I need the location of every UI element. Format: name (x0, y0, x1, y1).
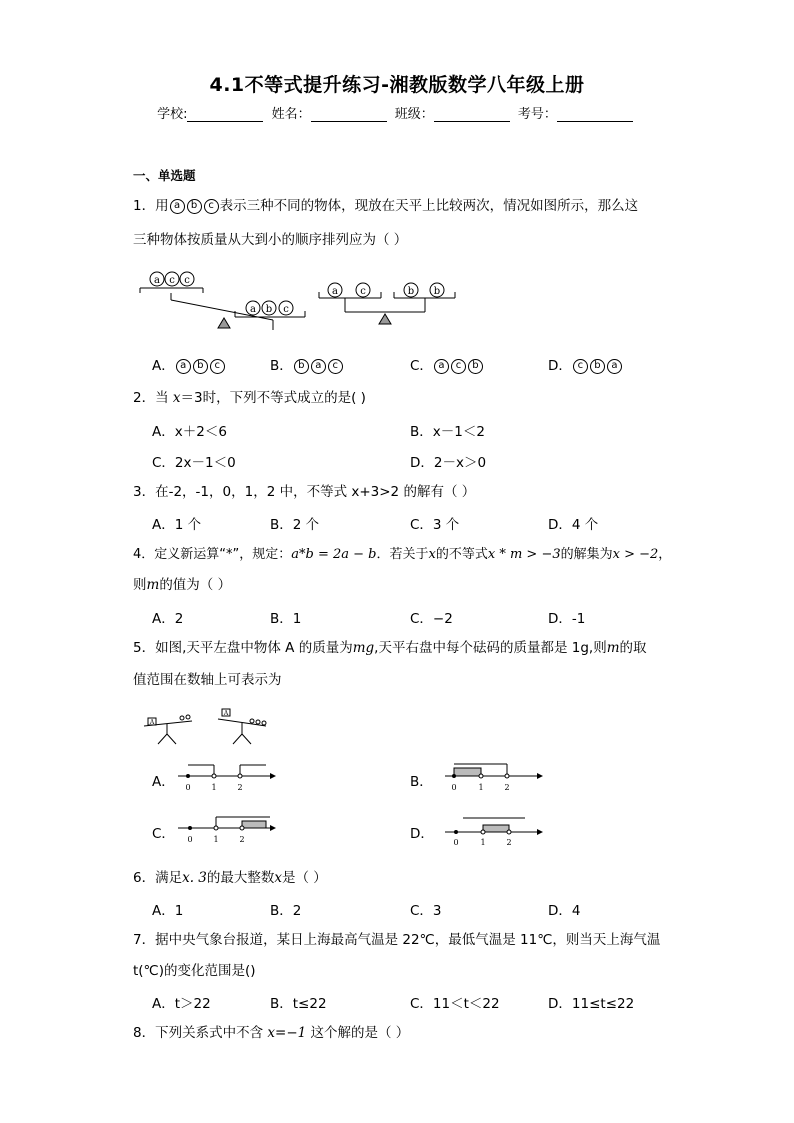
circle-icon: b (590, 359, 605, 374)
svg-text:c: c (184, 275, 190, 286)
q5-option-c-label[interactable]: C． (152, 826, 175, 842)
circle-icon: b (193, 359, 208, 374)
q4-option-b[interactable]: B．1 (270, 611, 302, 627)
q4-line1: 4．定义新运算“*”，规定：a*b = 2a − b．若关于x的不等式x * m > −3的解集为x > −2， (133, 547, 672, 562)
svg-text:A: A (149, 719, 155, 726)
circle-icon: c (328, 359, 343, 374)
q3-text: 3．在-2，-1，0，1，2 中，不等式 x+3>2 的解有（ ） (133, 484, 476, 500)
balance-level-icon (319, 283, 455, 324)
q6-option-d[interactable]: D．4 (548, 903, 581, 919)
q8-text: 8．下列关系式中不含 x=−1 这个解的是（ ） (133, 1025, 410, 1041)
q2-option-d[interactable]: D．2－x＞0 (410, 455, 487, 471)
q2-option-b[interactable]: B．x－1＜2 (410, 424, 485, 440)
q5-option-b-numberline[interactable] (445, 760, 545, 794)
q6-option-a[interactable]: A．1 (152, 903, 184, 919)
svg-text:c: c (169, 275, 175, 286)
q7-option-c[interactable]: C．11＜t＜22 (410, 996, 500, 1012)
balance-scale-icon (144, 715, 192, 744)
circle-icon: c (210, 359, 225, 374)
svg-text:1: 1 (478, 783, 484, 792)
q3-option-a[interactable]: A．1 个 (152, 517, 202, 533)
q5-option-a-label[interactable]: A． (152, 774, 175, 790)
page-title: 4.1不等式提升练习-湘教版数学八年级上册 (209, 74, 585, 96)
q6-option-b[interactable]: B．2 (270, 903, 302, 919)
svg-text:c: c (283, 304, 289, 315)
svg-text:b: b (407, 286, 415, 297)
svg-text:0: 0 (185, 783, 191, 792)
section-heading: 一、单选题 (133, 168, 196, 183)
svg-text:a: a (332, 286, 338, 297)
class-label: 班级： (394, 107, 434, 122)
q1-option-c[interactable]: C． a c b (410, 354, 484, 374)
q1-line2: 三种物体按质量从大到小的顺序排列应为（ ） (133, 232, 408, 248)
q4-option-d[interactable]: D．-1 (548, 611, 586, 627)
svg-text:b: b (265, 304, 273, 315)
q5-option-d-label[interactable]: D． (410, 826, 434, 842)
q1-num: 1．用 (133, 198, 169, 214)
q5-option-a-numberline[interactable] (178, 760, 278, 794)
q4-option-a[interactable]: A．2 (152, 611, 184, 627)
q7-line1: 7．据中央气象台报道，某日上海最高气温是 22℃，最低气温是 11℃，则当天上海气温 (133, 932, 661, 948)
svg-text:c: c (360, 286, 366, 297)
circle-icon: a (607, 359, 622, 374)
svg-text:a: a (154, 275, 160, 286)
q1-line1 (133, 196, 638, 216)
circle-icon: a (176, 359, 191, 374)
q4-line2: 则m的值为（ ） (133, 577, 232, 593)
q6-option-c[interactable]: C．3 (410, 903, 442, 919)
q2-text: 2．当 x＝3时，下列不等式成立的是( ) (133, 390, 366, 406)
svg-text:1: 1 (211, 783, 217, 792)
q1-option-d[interactable]: D． c b a (548, 354, 623, 374)
svg-text:b: b (433, 286, 441, 297)
svg-text:A: A (223, 710, 229, 717)
q7-option-d[interactable]: D．11≤t≤22 (548, 996, 635, 1012)
q5-line2: 值范围在数轴上可表示为 (133, 672, 282, 688)
id-blank (557, 107, 633, 122)
q6-text: 6．满足x. 3的最大整数x是（ ） (133, 870, 327, 886)
svg-text:1: 1 (213, 835, 219, 844)
q5-option-d-numberline[interactable] (445, 812, 545, 846)
school-blank (187, 107, 263, 122)
svg-text:a: a (250, 304, 256, 315)
q2-option-a[interactable]: A．x＋2＜6 (152, 424, 227, 440)
student-info-line (0, 103, 794, 122)
circle-icon: c (573, 359, 588, 374)
svg-text:0: 0 (453, 838, 459, 846)
id-label: 考号： (517, 107, 557, 122)
balance-scale-icon (218, 709, 266, 744)
svg-text:1: 1 (480, 838, 486, 846)
q3-option-c[interactable]: C．3 个 (410, 517, 460, 533)
name-blank (311, 107, 387, 122)
svg-text:2: 2 (506, 838, 512, 846)
name-label: 姓名： (271, 107, 311, 122)
q5-option-b-label[interactable]: B． (410, 774, 433, 790)
balance-tilted-icon (140, 272, 305, 330)
circle-a-icon: a (170, 199, 185, 214)
circle-icon: a (311, 359, 326, 374)
q3-option-d[interactable]: D．4 个 (548, 517, 599, 533)
q1-balance-figure (135, 266, 465, 338)
q1-option-a[interactable]: A． a b c (152, 354, 226, 374)
q3-option-b[interactable]: B．2 个 (270, 517, 320, 533)
circle-b-icon: b (187, 199, 202, 214)
q7-line2: t(℃)的变化范围是() (133, 963, 256, 979)
q2-option-c[interactable]: C．2x－1＜0 (152, 455, 236, 471)
q5-line1: 5．如图,天平左盘中物体 A 的质量为mg,天平右盘中每个砝码的质量都是 1g,则m的取 (133, 640, 647, 656)
circle-icon: a (434, 359, 449, 374)
school-label: 学校: (157, 107, 188, 122)
q5-balances-figure (140, 706, 280, 748)
svg-text:2: 2 (237, 783, 243, 792)
q7-option-a[interactable]: A．t＞22 (152, 996, 211, 1012)
q1-option-b[interactable]: B． b a c (270, 354, 344, 374)
svg-text:0: 0 (187, 835, 193, 844)
svg-text:2: 2 (239, 835, 245, 844)
circle-icon: c (451, 359, 466, 374)
svg-text:0: 0 (451, 783, 457, 792)
q7-option-b[interactable]: B．t≤22 (270, 996, 327, 1012)
class-blank (434, 107, 510, 122)
circle-icon: b (468, 359, 483, 374)
q1-text: 表示三种不同的物体，现放在天平上比较两次，情况如图所示，那么这 (219, 198, 639, 214)
svg-text:2: 2 (504, 783, 510, 792)
circle-icon: b (294, 359, 309, 374)
circle-c-icon: c (204, 199, 219, 214)
q4-option-c[interactable]: C．−2 (410, 611, 453, 627)
q5-option-c-numberline[interactable] (178, 812, 278, 846)
